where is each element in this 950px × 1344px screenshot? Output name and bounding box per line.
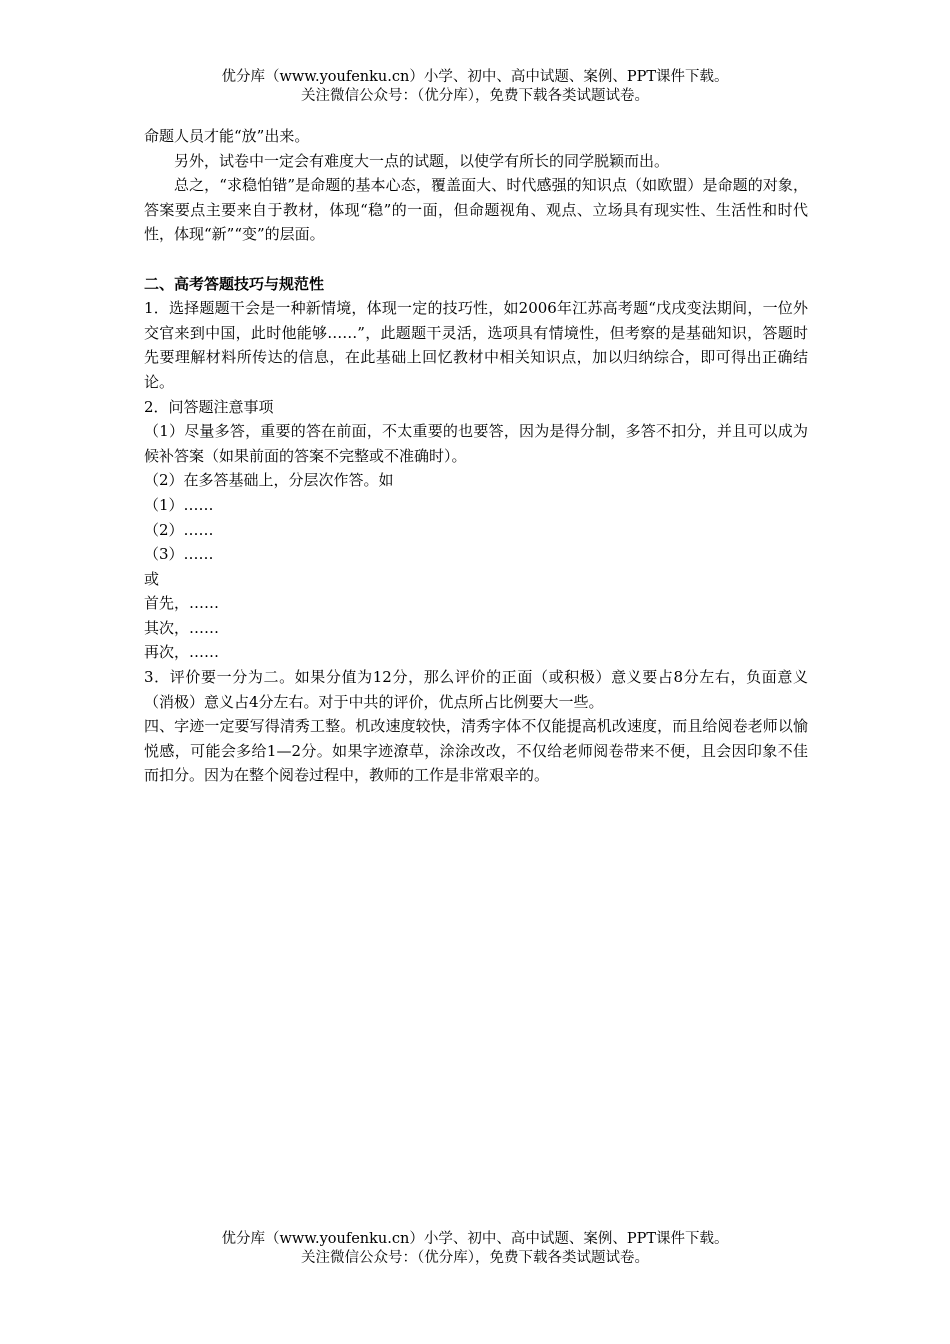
or-text: 或: [144, 569, 160, 588]
header-line-2: 关注微信公众号：（优分库），免费下载各类试题试卷。: [301, 88, 649, 104]
item-1-choice-questions: 1．选择题题干会是一种新情境，体现一定的技巧性，如2006年江苏高考题“戊戌变法期间，一位外交官来到中国，此时他能够……”，此题题干灵活，选项具有情境性，但考察的是基础知识，答题时先要理解材料所传达的信息，在此基础上回忆教材中相关知识点，加以归纳综合，即可得出正确结论。: [144, 299, 808, 391]
list-item: （2）……: [144, 520, 214, 539]
page-footer: [0, 1230, 950, 1268]
paragraph-difficulty: 另外，试卷中一定会有难度大一点的试题，以使学有所长的同学脱颖而出。: [174, 151, 670, 170]
footer-line-1: 优分库（www.youfenku.cn）小学、初中、高中试题、案例、PPT课件下载。: [221, 1231, 729, 1247]
list-item: 首先，……: [144, 594, 220, 613]
list-item: 再次，……: [144, 643, 220, 662]
item-2-point-1: （1）尽量多答，重要的答在前面，不太重要的也要答，因为是得分制，多答不扣分，并且可以成为候补答案（如果前面的答案不完整或不准确时）。: [144, 422, 808, 465]
item-3-evaluation: 3．评价要一分为二。如果分值为12分，那么评价的正面（或积极）意义要占8分左右，负面意义（消极）意义占4分左右。对于中共的评价，优点所占比例要大一些。: [144, 668, 808, 711]
item-2-heading: 2．问答题注意事项: [144, 397, 274, 416]
item-2-point-2: （2）在多答基础上，分层次作答。如: [144, 471, 394, 490]
page-header: [0, 68, 950, 106]
header-line-1: 优分库（www.youfenku.cn）小学、初中、高中试题、案例、PPT课件下载。: [221, 69, 729, 85]
list-item: （3）……: [144, 545, 214, 564]
item-4-handwriting: 四、字迹一定要写得清秀工整。机改速度较快，清秀字体不仅能提高机改速度，而且给阅卷老师以愉悦感，可能会多给1—2分。如果字迹潦草，涂涂改改，不仅给老师阅卷带来不便，且会因印象不佳而扣分。因为在整个阅卷过程中，教师的工作是非常艰辛的。: [144, 717, 808, 785]
paragraph-summary: 总之，“求稳怕错”是命题的基本心态，覆盖面大、时代感强的知识点（如欧盟）是命题的对象，答案要点主要来自于教材，体现“稳”的一面，但命题视角、观点、立场具有现实性、生活性和时代性，体现“新”“变”的层面。: [144, 176, 808, 244]
list-item: 其次，……: [144, 618, 220, 637]
document-body: [144, 124, 808, 788]
section-heading: 二、高考答题技巧与规范性: [144, 274, 325, 293]
spacer: [144, 247, 808, 272]
paragraph-continuation: 命题人员才能“放”出来。: [144, 127, 310, 145]
footer-line-2: 关注微信公众号：（优分库），免费下载各类试题试卷。: [301, 1250, 649, 1266]
list-item: （1）……: [144, 495, 214, 514]
